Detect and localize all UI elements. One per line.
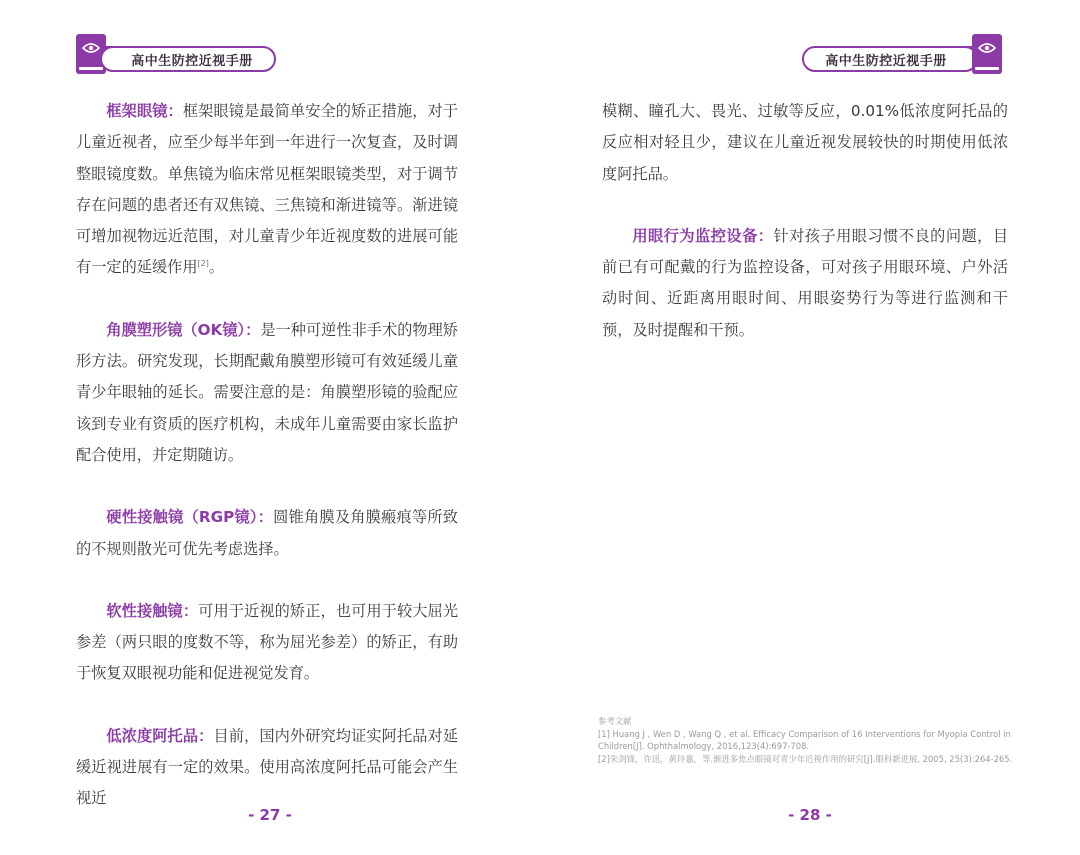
paragraph-soft-lens [76,596,458,690]
eye-book-icon [972,34,1002,74]
page-number: - 27 - [248,806,292,824]
term-rgp-lens: 硬性接触镜（RGP镜）： [106,508,274,527]
term-monitor-device: 用眼行为监控设备： [632,226,774,245]
paragraph-rgp-lens [76,502,458,565]
term-soft-lens: 软性接触镜： [106,601,199,620]
text-monitor-device: 针对孩子用眼习惯不良的问题，目前已有可配戴的行为监控设备，可对孩子用眼环境、户外活动时间、近距离用眼时间、用眼姿势行为等进行监测和干预，及时提醒和干预。 [602,226,1009,339]
text-atropine: 目前，国内外研究均证实阿托品对延缓近视进展有一定的效果。使用高浓度阿托品可能会产生视近 [76,726,459,808]
paragraph-monitor-device [602,221,1008,346]
header-title: 高中生防控近视手册 [100,46,276,72]
references-heading: 参考文献 [598,716,632,726]
right-page [540,0,1080,855]
reference-item: [1] Huang J , Wen D , Wang Q , et al. Efficacy Comparison of 16 Interventions for Myopia Control in Children[J]. Ophthalmology, 2016,123(4):697-708. [598,728,1011,752]
text-rgp-lens: 圆锥角膜及角膜瘢痕等所致的不规则散光可优先考虑选择。 [76,508,458,558]
text-ok-lens: 是一种可逆性非手术的物理矫形方法。研究发现，长期配戴角膜塑形镜可有效延缓儿童青少年眼轴的延长。需要注意的是：角膜塑形镜的验配应该到专业有资质的医疗机构，未成年儿童需要由家长监护配合使用，并定期随访。 [76,320,458,464]
term-ok-lens: 角膜塑形镜（OK镜）： [106,320,261,339]
paragraph-atropine [76,721,458,815]
text-frame-glasses: 框架眼镜是最简单安全的矫正措施，对于儿童近视者，应至少每半年到一年进行一次复查，及时调整眼镜度数。单焦镜为临床常见框架眼镜类型，对于调节存在问题的患者还有双焦镜、三焦镜和渐进镜等。渐进镜可增加视物远近范围，对儿童青少年近视度数的进展可能有一定的延缓作用 [76,102,459,277]
paragraph-frame-glasses [76,96,458,284]
text-frame-glasses-tail: 。 [208,258,225,277]
eye-icon [82,42,100,54]
left-body [76,96,458,815]
paragraph-atropine-continued: 模糊、瞳孔大、畏光、过敏等反应，0.01%低浓度阿托品的反应相对轻且少，建议在儿童近视发展较快的时期使用低浓度阿托品。 [602,102,1008,183]
eye-icon [978,42,996,54]
references [598,715,1018,765]
term-atropine: 低浓度阿托品： [106,726,214,745]
term-frame-glasses: 框架眼镜： [106,102,183,120]
citation-marker: [2] [197,259,209,269]
paragraph-ok-lens [76,315,458,471]
header-title: 高中生防控近视手册 [802,46,978,72]
reference-item: [2]朱剑锋，许迅，黄玲嘉，等.渐进多焦点眼镜对青少年近视作用的研究[J].眼科新进展, 2005, 25(3):264-265. [598,753,1013,764]
page-number: - 28 - [788,806,832,824]
right-body [602,96,1008,346]
text-soft-lens: 可用于近视的矫正，也可用于较大屈光参差（两只眼的度数不等，称为屈光参差）的矫正，有助于恢复双眼视功能和促进视觉发育。 [76,601,459,683]
